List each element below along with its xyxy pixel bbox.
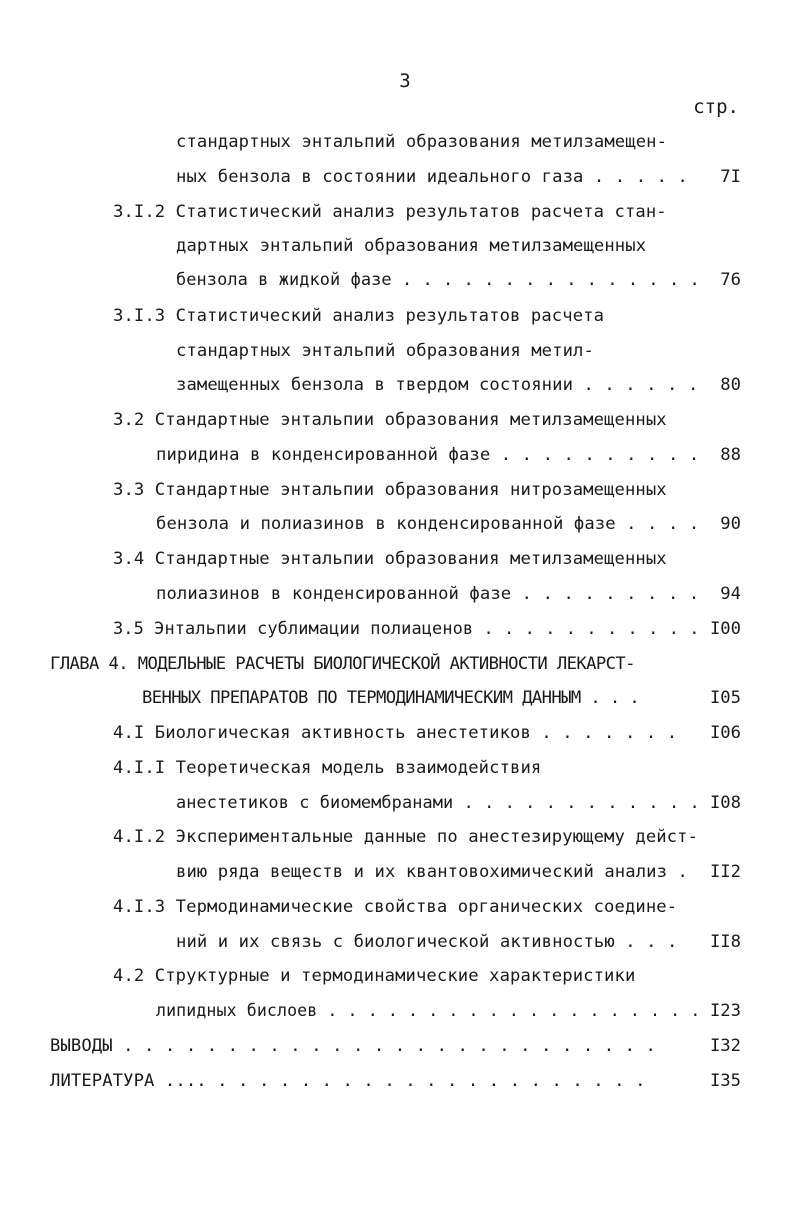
toc-chapter-title: ГЛАВА 4. МОДЕЛЬНЫЕ РАСЧЕТЫ БИОЛОГИЧЕСКОЙ АКТИВНОСТИ ЛЕКАРСТ- (50, 654, 635, 674)
toc-entry-line: 4.I.2 Экспериментальные данные по анестезирующему дейст- (113, 827, 699, 847)
toc-entry-line: 4.I.3 Термодинамические свойства органических соедине- (113, 897, 678, 917)
page-column-label: стр. (693, 96, 739, 118)
toc-entry-line: анестетиков с биомембранами . . . . . . . . . . . . (176, 793, 700, 813)
toc-page-number: 76 (720, 270, 741, 290)
toc-page-number: 90 (720, 514, 741, 534)
toc-entry-line: ВЫВОДЫ . . . . . . . . . . . . . . . . . . . . . . . . . . (50, 1036, 656, 1056)
toc-entry-line: 4.I Биологическая активность анестетиков . . . . . . . (113, 723, 678, 743)
toc-entry-line: ных бензола в состоянии идеального газа . . . . . (176, 167, 688, 187)
toc-entry-line: 3.4 Стандартные энтальпии образования метилзамещенных (113, 549, 667, 569)
toc-entry-line: пиридина в конденсированной фазе . . . . . . . . . . (156, 445, 700, 465)
toc-entry-line: 3.I.2 Статистический анализ результатов расчета стан- (113, 202, 667, 222)
toc-page-number: I08 (709, 793, 741, 813)
toc-page-number: I05 (709, 688, 741, 708)
toc-entry-line: бензола в жидкой фазе . . . . . . . . . . . . . . . (176, 270, 700, 290)
toc-page-number: 80 (720, 375, 741, 395)
toc-entry-line: дартных энтальпий образования метилзамещенных (176, 236, 647, 256)
toc-page-number: 88 (720, 445, 741, 465)
toc-page-number: II2 (709, 862, 741, 882)
toc-page-number: I32 (709, 1036, 741, 1056)
toc-entry-line: 4.I.I Теоретическая модель взаимодействия (113, 758, 542, 778)
toc-entry-line: ЛИТЕРАТУРА .... . . . . . . . . . . . . . . . . . . . . . (50, 1071, 646, 1091)
toc-entry-line: бензола и полиазинов в конденсированной фазе . . . . (156, 514, 700, 534)
toc-page-number: 7I (720, 167, 741, 187)
toc-entry-line: стандартных энтальпий образования метил- (176, 341, 594, 361)
toc-entry-line: 3.5 Энтальпии сублимации полиаценов . . . . . . . . . . . (113, 619, 700, 639)
toc-page-number: I00 (709, 619, 741, 639)
toc-page-number: 94 (720, 584, 741, 604)
toc-entry-line: вию ряда веществ и их квантовохимический анализ . (176, 862, 688, 882)
toc-entry-line: полиазинов в конденсированной фазе . . . . . . . . . (156, 584, 700, 604)
toc-entry-line: 3.3 Стандартные энтальпии образования нитрозамещенных (113, 480, 667, 500)
toc-entry-line: ний и их связь с биологической активностью . . . (176, 932, 678, 952)
toc-chapter-title: ВЕННЫХ ПРЕПАРАТОВ ПО ТЕРМОДИНАМИЧЕСКИМ ДАННЫМ . . . (142, 688, 640, 708)
toc-entry-line: 4.2 Структурные и термодинамические характеристики (113, 966, 636, 986)
toc-entry-line: 3.I.3 Статистический анализ результатов расчета (113, 306, 605, 326)
toc-page-number: I06 (709, 723, 741, 743)
toc-entry-line: 3.2 Стандартные энтальпии образования метилзамещенных (113, 410, 667, 430)
toc-page-number: I23 (709, 1001, 741, 1021)
toc-page-number: II8 (709, 932, 741, 952)
toc-entry-line: замещенных бензола в твердом состоянии . . . . . . (176, 375, 699, 395)
toc-entry-line: липидных бислоев . . . . . . . . . . . . . . . . . . . (156, 1001, 701, 1021)
toc-page-number: I35 (709, 1071, 741, 1091)
toc-entry-line: стандартных энтальпий образования метилзамещен- (176, 132, 668, 152)
page-number: 3 (399, 70, 411, 92)
